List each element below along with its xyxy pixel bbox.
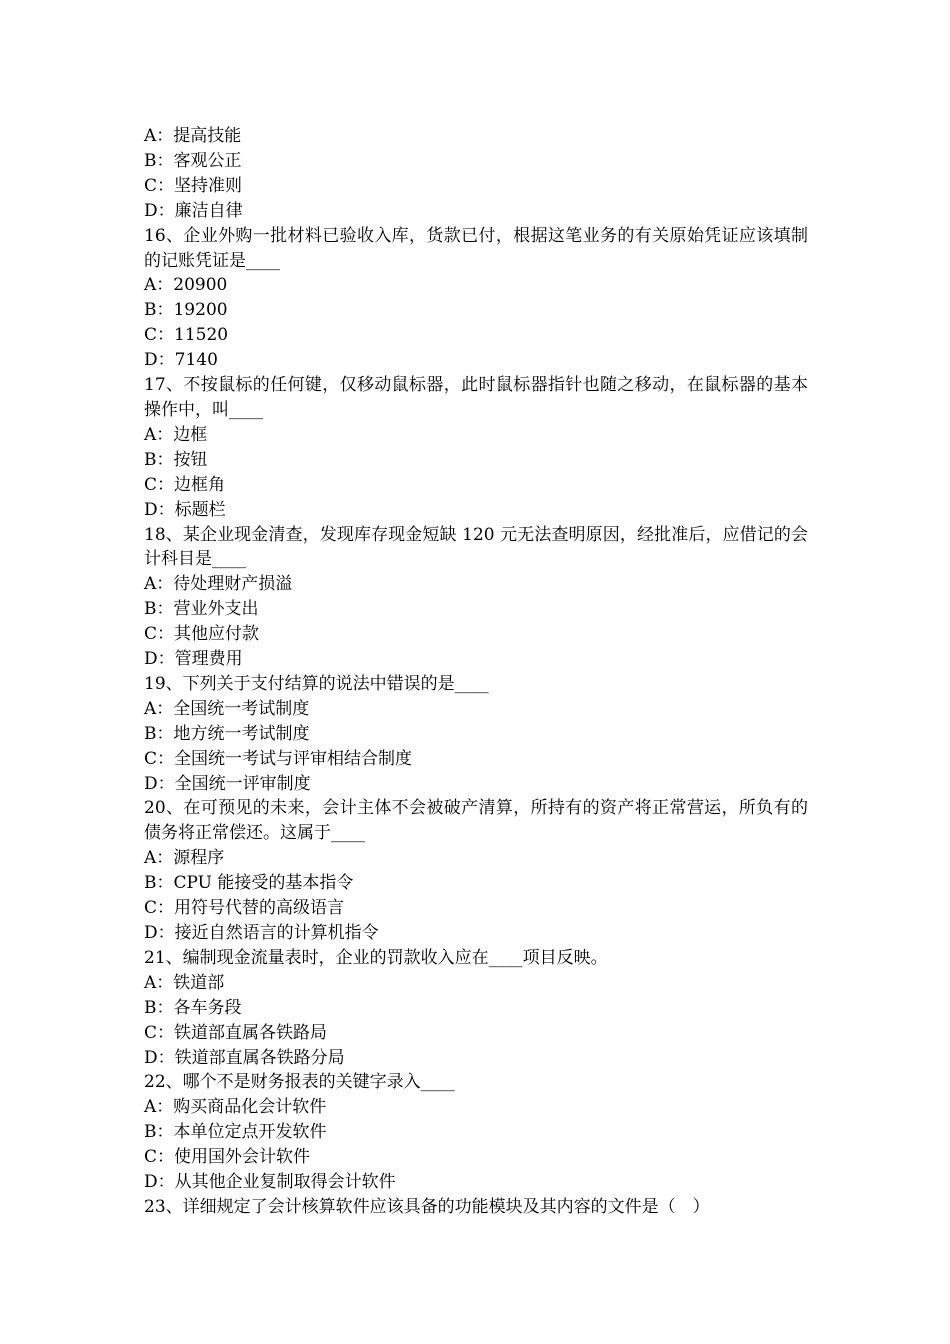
answer-option: B：地方统一考试制度 xyxy=(144,723,310,744)
answer-option: A：铁道部 xyxy=(144,972,225,993)
answer-option: B：按钮 xyxy=(144,449,208,470)
question-text: 20、在可预见的未来，会计主体不会被破产清算，所持有的资产将正常营运，所负有的债务将正常偿还。这属于____ xyxy=(144,798,808,844)
answer-option: D：管理费用 xyxy=(144,649,243,670)
answer-option: D：全国统一评审制度 xyxy=(144,773,311,794)
answer-option: D：廉洁自律 xyxy=(144,200,243,221)
answer-option: D：接近自然语言的计算机指令 xyxy=(144,923,379,943)
answer-option: A：提高技能 xyxy=(144,126,242,146)
question-text: 16、企业外购一批材料已验收入库，货款已付，根据这笔业务的有关原始凭证应该填制的记账凭证是____ xyxy=(144,225,808,271)
answer-option: C：使用国外会计软件 xyxy=(144,1147,311,1168)
answer-option: D：从其他企业复制取得会计软件 xyxy=(144,1172,396,1193)
answer-option: B：营业外支出 xyxy=(144,599,259,620)
answer-option: C：坚持准则 xyxy=(144,175,243,196)
question-text: 22、哪个不是财务报表的关键字录入____ xyxy=(144,1072,455,1093)
answer-option: D：7140 xyxy=(144,350,218,371)
answer-option: A：20900 xyxy=(144,275,228,296)
answer-option: C：其他应付款 xyxy=(144,624,260,645)
question-text: 21、编制现金流量表时，企业的罚款收入应在____项目反映。 xyxy=(144,947,608,968)
question-text: 19、下列关于支付结算的说法中错误的是____ xyxy=(144,673,489,694)
question-text: 17、不按鼠标的任何键，仅移动鼠标器，此时鼠标器指针也随之移动，在鼠标器的基本操作中，叫____ xyxy=(144,375,808,420)
answer-option: A：全国统一考试制度 xyxy=(144,698,310,719)
answer-option: C：全国统一考试与评审相结合制度 xyxy=(144,748,413,769)
answer-option: C：用符号代替的高级语言 xyxy=(144,898,345,919)
answer-option: B：客观公正 xyxy=(144,150,242,171)
answer-option: B：19200 xyxy=(144,300,228,321)
answer-option: A：待处理财产损溢 xyxy=(144,574,293,595)
answer-option: B：CPU 能接受的基本指令 xyxy=(144,873,354,894)
answer-option: C：边框角 xyxy=(144,474,226,495)
document-body xyxy=(144,124,808,1220)
answer-option: C：11520 xyxy=(144,325,229,346)
answer-option: B：本单位定点开发软件 xyxy=(144,1122,327,1143)
answer-option: D：标题栏 xyxy=(144,499,226,520)
question-text: 18、某企业现金清查，发现库存现金短缺 120 元无法查明原因，经批准后，应借记的会计科目是____ xyxy=(144,524,808,570)
answer-option: A：边框 xyxy=(144,424,208,445)
answer-option: A：购买商品化会计软件 xyxy=(144,1097,327,1118)
answer-option: A：源程序 xyxy=(144,848,225,869)
answer-option: C：铁道部直属各铁路局 xyxy=(144,1022,328,1043)
answer-option: B：各车务段 xyxy=(144,997,242,1018)
answer-option: D：铁道部直属各铁路分局 xyxy=(144,1047,345,1068)
question-text: 23、详细规定了会计核算软件应该具备的功能模块及其内容的文件是（ ） xyxy=(144,1196,710,1217)
